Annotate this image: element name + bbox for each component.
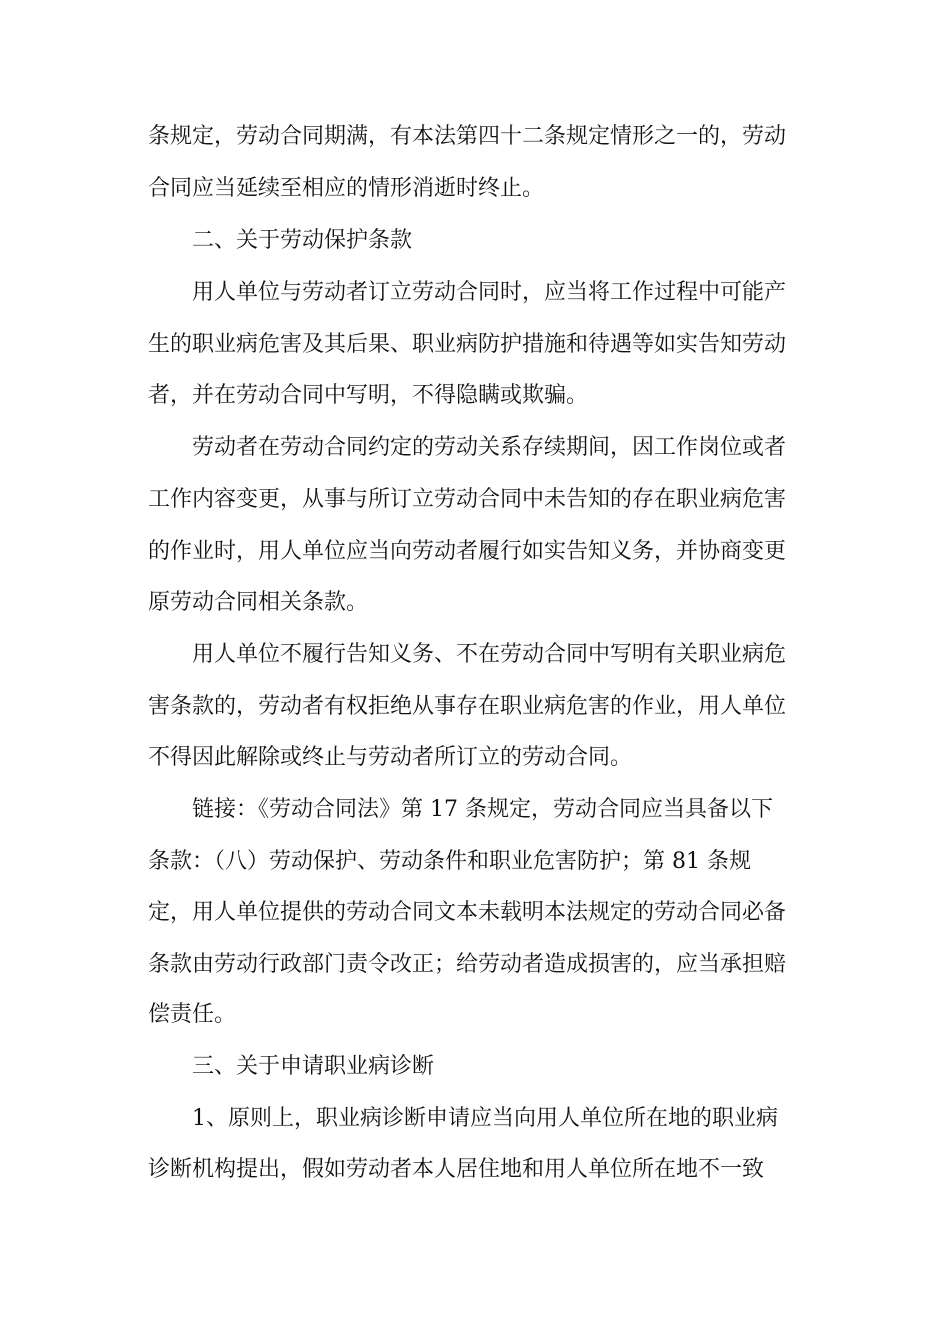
text-line: 劳动者在劳动合同约定的劳动关系存续期间，因工作岗位或者 (192, 435, 787, 460)
section-heading: 三、关于申请职业病诊断 (192, 1054, 435, 1079)
text-line: 害条款的，劳动者有权拒绝从事存在职业病危害的作业，用人单位 (148, 694, 787, 719)
section-heading: 二、关于劳动保护条款 (192, 228, 413, 253)
text-line: 用人单位不履行告知义务、不在劳动合同中写明有关职业病危 (192, 642, 787, 667)
text-line: 生的职业病危害及其后果、职业病防护措施和待遇等如实告知劳动 (148, 332, 787, 357)
text-line: 偿责任。 (148, 1002, 237, 1027)
text-line: 原劳动合同相关条款。 (148, 590, 369, 615)
text-line: 定，用人单位提供的劳动合同文本未载明本法规定的劳动合同必备 (148, 900, 787, 925)
text-line: 不得因此解除或终止与劳动者所订立的劳动合同。 (148, 745, 633, 770)
text-line: 链接：《劳动合同法》第 17 条规定，劳动合同应当具备以下 (192, 797, 773, 822)
text-line: 工作内容变更，从事与所订立劳动合同中未告知的存在职业病危害 (148, 487, 787, 512)
text-line: 的作业时，用人单位应当向劳动者履行如实告知义务，并协商变更 (148, 539, 787, 564)
text-line: 合同应当延续至相应的情形消逝时终止。 (148, 176, 545, 201)
text-line: 条规定，劳动合同期满，有本法第四十二条规定情形之一的，劳动 (148, 124, 787, 149)
text-line: 条款：（八）劳动保护、劳动条件和职业危害防护；第 81 条规 (148, 849, 751, 874)
text-line: 者，并在劳动合同中写明，不得隐瞒或欺骗。 (148, 383, 589, 408)
text-line: 条款由劳动行政部门责令改正；给劳动者造成损害的，应当承担赔 (148, 952, 787, 977)
text-line: 1、原则上，职业病诊断申请应当向用人单位所在地的职业病 (192, 1106, 778, 1131)
text-line: 诊断机构提出，假如劳动者本人居住地和用人单位所在地不一致 (148, 1157, 765, 1182)
text-line: 用人单位与劳动者订立劳动合同时，应当将工作过程中可能产 (192, 280, 787, 305)
